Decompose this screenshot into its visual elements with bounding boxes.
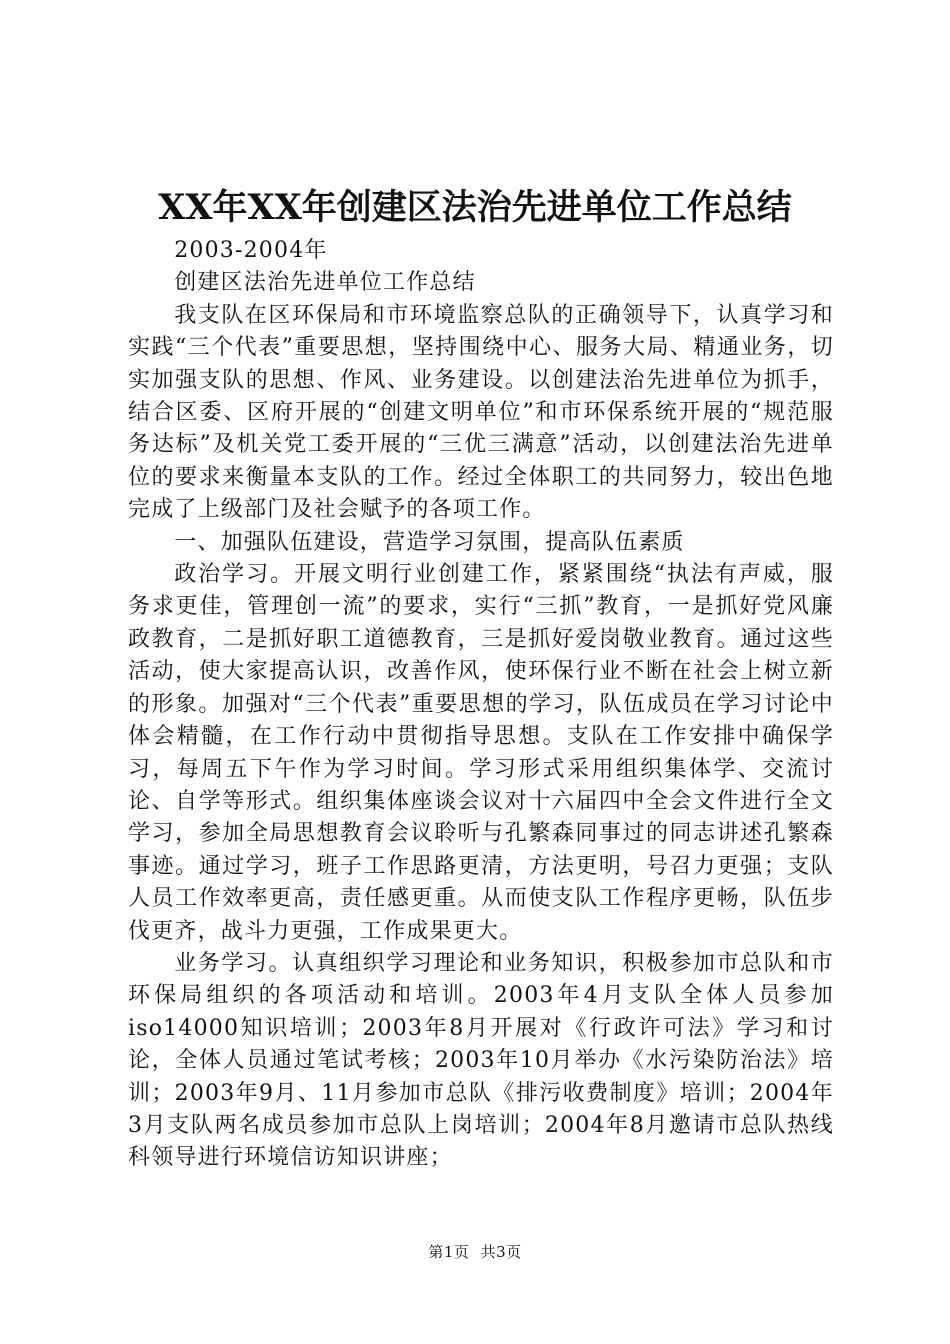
page-number: 第1页 (428, 1243, 470, 1261)
subtitle-heading: 创建区法治先进单位工作总结 (174, 270, 476, 296)
document-title: XX年XX年创建区法治先进单位工作总结 (158, 187, 792, 228)
document-body (128, 235, 834, 1175)
section-heading: 一、加强队伍建设，营造学习氛围，提高队伍素质 (174, 529, 685, 555)
page-total: 共3页 (480, 1243, 522, 1261)
page-footer (0, 1242, 950, 1262)
business-study-paragraph: 业务学习。认真组织学习理论和业务知识，积极参加市总队和市环保局组织的各项活动和培训。2003年4月支队全体人员参加iso14000知识培训；2003年8月开展对《行政许可法》学习和讨论，全体人员通过笔试考核；2003年10月举办《水污染防治法》培训；2003年9月、11月参加市总队《排污收费制度》培训；2004年3月支队两名成员参加市总队上岗培训；2004年8月邀请市总队热线科领导进行环境信访知识讲座； (128, 950, 834, 1171)
intro-paragraph: 我支队在区环保局和市环境监察总队的正确领导下，认真学习和实践“三个代表”重要思想，坚持围绕中心、服务大局、精通业务，切实加强支队的思想、作风、业务建设。以创建法治先进单位为抓手，结合区委、区府开展的“创建文明单位”和市环保系统开展的“规范服务达标”及机关党工委开展的“三优三满意”活动，以创建法治先进单位的要求来衡量本支队的工作。经过全体职工的共同努力，较出色地完成了上级部门及社会赋予的各项工作。 (128, 302, 834, 523)
subtitle-year: 2003-2004年 (174, 238, 328, 263)
political-study-paragraph: 政治学习。开展文明行业创建工作，紧紧围绕“执法有声威，服务求更佳，管理创一流”的要求，实行“三抓”教育，一是抓好党风廉政教育，二是抓好职工道德教育，三是抓好爱岗敬业教育。通过这些活动，使大家提高认识，改善作风，使环保行业不断在社会上树立新的形象。加强对“三个代表”重要思想的学习，队伍成员在学习讨论中体会精髓，在工作行动中贯彻指导思想。支队在工作安排中确保学习，每周五下午作为学习时间。学习形式采用组织集体学、交流讨论、自学等形式。组织集体座谈会议对十六届四中全会文件进行全文学习，参加全局思想教育会议聆听与孔繁森同事过的同志讲述孔繁森事迹。通过学习，班子工作思路更清，方法更明，号召力更强；支队人员工作效率更高，责任感更重。从而使支队工作程序更畅，队伍步伐更齐，战斗力更强，工作成果更大。 (128, 562, 834, 944)
